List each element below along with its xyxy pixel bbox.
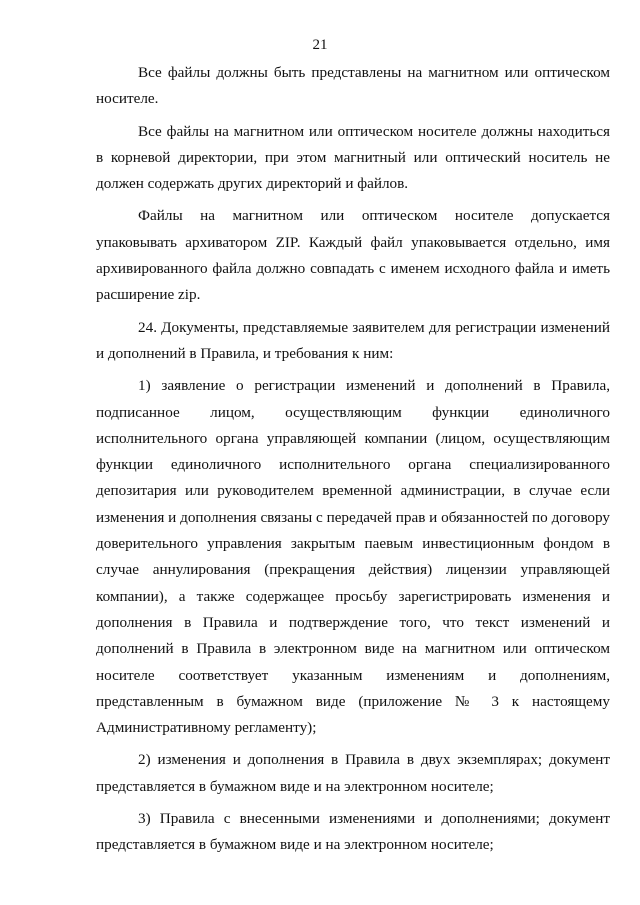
- paragraph-root-directory: Все файлы на магнитном или оптическом носителе должны находиться в корневой директории, при этом магнитный или оптический носитель не должен содержать других директорий и файлов.: [96, 122, 610, 193]
- paragraph-section-24: 24. Документы, представляемые заявителем для регистрации изменений и дополнений в Правила, и требования к ним:: [96, 318, 610, 362]
- paragraph-item-3: 3) Правила с внесенными изменениями и дополнениями; документ представляется в бумажном виде и на электронном носителе;: [96, 810, 610, 854]
- paragraph-zip-archive: Файлы на магнитном или оптическом носителе допускается упаковывать архиватором ZIP. Каждый файл упаковывается отдельно, имя архивированного файла должно совпадать с именем исходного файла и иметь расширение zip.: [96, 207, 610, 304]
- paragraph-media-requirement: Все файлы должны быть представлены на магнитном или оптическом носителе.: [96, 64, 610, 108]
- paragraph-item-1: 1) заявление о регистрации изменений и дополнений в Правила, подписанное лицом, осуществляющим функции единоличного исполнительного органа управляющей компании (лицом, осуществляющим функции единоличного исполнительного органа специализированного депозитария или руководителем временной администрации, в случае если изменения и дополнения связаны с передачей прав и обязанностей по договору доверительного управления закрытым паевым инвестиционным фондом в случае аннулирования (прекращения действия) лицензии управляющей компании), а также содержащее просьбу зарегистрировать изменения и дополнения в Правила и подтверждение того, что текст изменений и дополнений в Правила в электронном виде на магнитном или оптическом носителе соответствует указанным изменениям и дополнениям, представленным в бумажном виде (приложение № 3 к настоящему Административному регламенту);: [96, 377, 610, 737]
- paragraph-item-2: 2) изменения и дополнения в Правила в двух экземплярах; документ представляется в бумажном виде и на электронном носителе;: [96, 751, 610, 795]
- page-number: 21: [312, 37, 328, 53]
- document-body: [96, 60, 610, 865]
